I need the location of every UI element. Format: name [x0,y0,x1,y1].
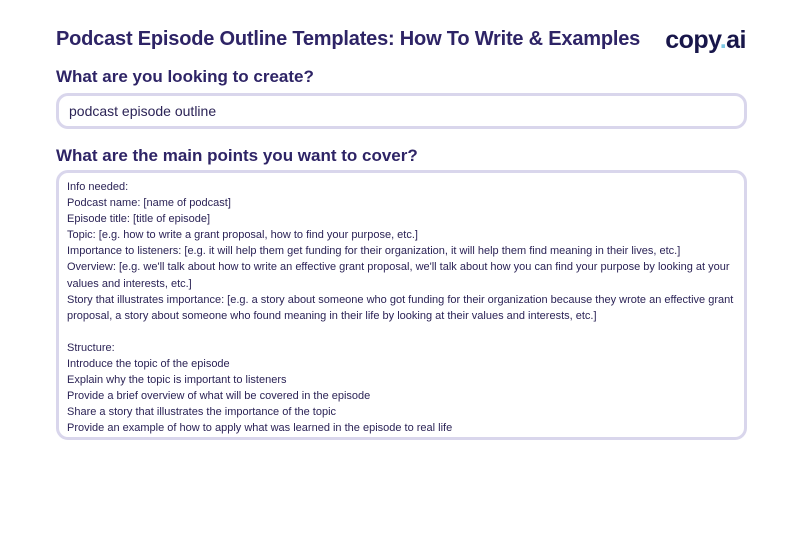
logo-dot: . [719,26,727,54]
points-textarea-line: Topic: [e.g. how to write a grant proposal, how to find your purpose, etc.] [67,229,418,242]
points-textarea-line: Story that illustrates importance: [e.g. a story about someone who got funding for their organization because they wrote an effective grant [67,293,734,306]
points-textarea-line: Episode title: [title of episode] [67,213,211,226]
create-input-value: podcast episode outline [69,103,217,119]
points-textarea-line: Share a story that illustrates the importance of the topic [67,406,337,419]
create-field-label: What are you looking to create? [56,67,314,86]
points-textarea-line: proposal, a story about someone who found meaning in their life by looking at their values and interests, etc.] [67,309,597,322]
points-field-label: What are the main points you want to cover? [56,146,418,165]
points-textarea-line: Provide an example of how to apply what was learned in the episode to real life [67,422,453,435]
copyai-logo[interactable] [665,26,746,55]
logo-text-ai: ai [726,26,746,54]
points-textarea-line: values and interests, etc.] [67,277,192,290]
points-textarea-line: Importance to listeners: [e.g. it will help them get funding for their organization, it will help them find meaning in their lives, etc.] [67,245,681,258]
points-textarea-line: Provide a brief overview of what will be covered in the episode [67,390,371,403]
points-textarea-line: Overview: [e.g. we'll talk about how to write an effective grant proposal, we'll talk about how you can find your purpose by looking at your [67,261,730,274]
points-textarea-line: Structure: [67,341,115,354]
points-textarea-line [67,324,734,340]
points-textarea-line: Info needed: [67,181,129,193]
points-textarea[interactable] [56,170,747,440]
logo-text-copy: copy [665,26,720,54]
page-title: Podcast Episode Outline Templates: How To Write & Examples [56,28,641,50]
points-textarea-line: Podcast name: [name of podcast] [67,197,231,210]
points-textarea-line: Explain why the topic is important to listeners [67,374,287,387]
points-textarea-content [67,179,734,437]
points-textarea-line: Introduce the topic of the episode [67,358,230,371]
create-input[interactable] [56,93,747,129]
header [56,26,746,58]
